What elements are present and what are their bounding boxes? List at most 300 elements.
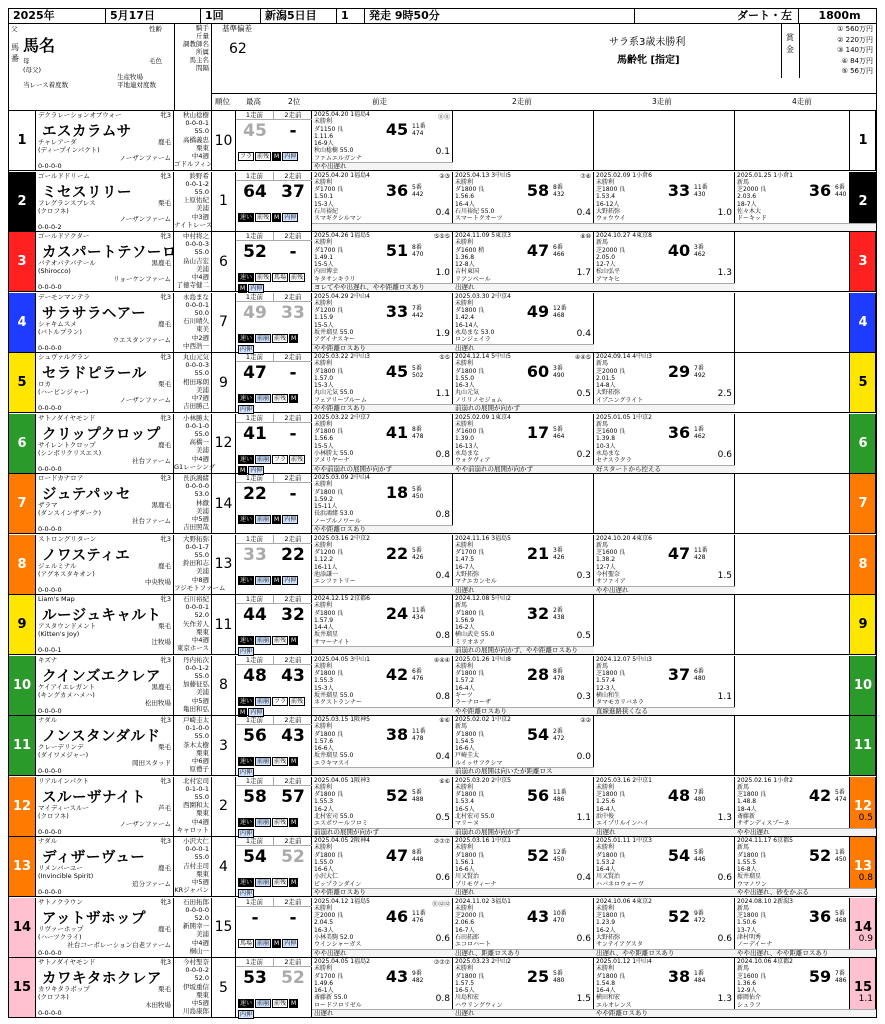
margin: 0.6 [576, 933, 591, 944]
second-score: 43 [281, 665, 305, 686]
tendency-badge: 内伸 [284, 939, 297, 947]
finish-field: 486 [835, 977, 847, 985]
finish-field: 1番 [694, 970, 704, 977]
jockey-info [174, 293, 212, 352]
carried-weight: 52.0 [194, 611, 209, 620]
horse-row [9, 111, 876, 171]
gate-number: 15 [9, 958, 36, 1017]
stable: 栗東 [196, 143, 209, 152]
race-info: ダ1800 良 [314, 367, 344, 375]
broodmare-sire: (アグネスタキオン) [38, 569, 95, 578]
race-info: シュラフ [737, 1001, 761, 1009]
speed-index: 17 [526, 422, 550, 442]
tendency-badges [238, 514, 310, 531]
gate-number-right: 5 [849, 353, 876, 412]
sire-name: シュヴァルグラン [38, 353, 90, 361]
finish-field: 1番 [694, 425, 704, 433]
jockey-record: 0-1-0-1 [185, 784, 209, 793]
jockey-record: 0-0-0-0 [185, 905, 209, 914]
previous-race-1 [312, 716, 453, 775]
race-class: 未勝利 [596, 783, 615, 791]
race-info: ダ1800 良 [455, 307, 485, 315]
tendency-badge: 内伸 [240, 345, 253, 353]
dam-name: フレグランスブレス [38, 198, 96, 207]
sire-name: キズナ [38, 655, 58, 664]
tendency-badge: 速い [240, 395, 253, 402]
race-venue: 新潟5日目 [261, 9, 337, 23]
dam-name: アスタウンドメント [38, 622, 97, 630]
margin: 0.9 [858, 933, 873, 944]
race-date-place: 2025.01.12 1中山4 [596, 958, 652, 965]
sex-age: 牝3 [160, 837, 171, 845]
previous-race-3 [594, 958, 735, 1017]
race-class: 未勝利 [314, 541, 333, 549]
margin: 0.6 [717, 873, 732, 883]
horse-name: スルーザナイト [42, 789, 146, 806]
breeder-name: 社台コーポレーション白老ファーム [67, 940, 171, 949]
finish-info [412, 849, 450, 864]
speed-index: 38 [667, 967, 691, 986]
margin: 0.8 [435, 994, 450, 1004]
race-info: 1.53.2 [596, 858, 616, 866]
finish-info [412, 184, 450, 199]
race-comment: 出遅れ [312, 1009, 453, 1017]
margin: 0.6 [435, 873, 450, 883]
finish-field: 5番 [412, 183, 422, 191]
margin: 0.0 [576, 752, 591, 762]
previous-race-4 [735, 898, 876, 957]
finish-info [412, 244, 450, 259]
jockey-record: 0-0-0-3 [185, 361, 209, 370]
tendency-badge: 速い [240, 697, 253, 705]
finish-field: 466 [553, 251, 565, 259]
finish-info [412, 607, 450, 622]
race-info: ダ1800 良 [455, 670, 485, 678]
max-score: 45 [243, 121, 267, 141]
race-info: ダ1700 良 [314, 246, 344, 254]
rank: 1 [212, 172, 236, 231]
margin: 1.9 [435, 328, 450, 339]
race-info: 2.01.5 [596, 374, 616, 382]
race-class: 新馬 [596, 541, 609, 549]
previous-race-2 [453, 535, 594, 594]
owner-name: 吉田勝己 [183, 402, 209, 411]
race-class: 未勝利 [314, 360, 333, 368]
jockey-name: 大野拓弥 [183, 534, 209, 543]
speed-index: 59 [808, 967, 832, 986]
sire-name: ゴールドアクター [38, 232, 90, 240]
sire-name: ロードカナロア [38, 474, 84, 482]
tendency-badge: 速い [240, 213, 253, 221]
race-class: 未勝利 [455, 541, 474, 549]
label-first-race: 1走前 [236, 474, 274, 483]
jockey-record: 0-0-0-1 [185, 119, 209, 128]
previous-race-4 [735, 716, 876, 775]
race-info: ダ1800 良 [455, 972, 485, 980]
race-info: 1.54.5 [455, 737, 475, 745]
race-date-place: 2024.12.07 5中山3 [596, 655, 652, 663]
stable: 美浦 [196, 930, 209, 939]
race-info: 北村宏司 55.0 [314, 812, 354, 820]
margin: 0.6 [717, 933, 732, 944]
race-info: ダ1800 良 [596, 851, 626, 859]
race-date-place: 2025.04.05 3中山1 [314, 655, 370, 663]
speed-index: 33 [385, 301, 409, 321]
second-score: 37 [281, 181, 305, 202]
coat-color: 鹿毛 [158, 864, 171, 872]
race-class: 新馬 [455, 723, 468, 731]
race-date-place: 2025.04.13 3中山5 [455, 171, 511, 179]
horse-name: セラドピラール [42, 366, 147, 382]
race-info: 12-7人 [596, 261, 616, 269]
carried-weight: 55.0 [194, 671, 209, 680]
race-info: 1.12.2 [314, 556, 334, 564]
race-info: サマーナイト [314, 638, 350, 646]
stable: 栗東 [196, 748, 209, 757]
finish-field: 7番 [412, 304, 422, 312]
race-info: ダ1800 良 [455, 851, 485, 859]
race-comment: 前崩れの展開が向かず [453, 404, 594, 412]
race-details [314, 293, 384, 344]
label-second-race: 2走前 [274, 777, 312, 786]
margin: 1.5 [576, 994, 591, 1004]
course-record: 0-0-0-2 [38, 222, 62, 231]
max-score: 44 [243, 605, 267, 625]
race-info: 芝2000 良 [455, 912, 485, 920]
race-info: 1.42.4 [455, 314, 475, 322]
label-second-race: 2走前 [274, 898, 312, 907]
race-info: 芝2000 良 [737, 186, 767, 194]
race-info: 丸山元気 [455, 389, 480, 397]
label-second-race: 2走前 [274, 172, 312, 181]
finish-field: 5番 [553, 425, 563, 433]
jockey-name: 秋山稔樹 [183, 111, 209, 119]
gate-number: 8 [9, 535, 36, 594]
score-box [236, 111, 312, 170]
race-details [596, 958, 666, 1009]
previous-race-3 [594, 898, 735, 957]
race-date-place: 2025.04.05 2阪神4 [314, 837, 370, 844]
base-value: 62 [229, 41, 247, 57]
race-date-place: 2025.01.11 1中京3 [596, 837, 652, 844]
speed-index: 51 [385, 241, 409, 260]
score-box [236, 232, 312, 291]
gate-number: 2 [9, 172, 36, 231]
previous-race-4 [735, 172, 876, 231]
label-first-race: 1走前 [236, 535, 274, 544]
max-score: 56 [243, 726, 267, 746]
race-info: 1.36.8 [455, 253, 475, 261]
gate-number: 4 [9, 293, 36, 352]
label-record: 当レース着度数 [23, 81, 69, 89]
margin: 0.8 [435, 691, 450, 702]
race-info: 芝1800 良 [737, 791, 767, 799]
race-class: 未勝利 [314, 420, 333, 428]
previous-race-4 [735, 232, 876, 291]
race-info: 1.55.5 [737, 858, 757, 866]
race-date-place: 2024.08.10 2新潟3 [737, 897, 793, 905]
finish-field: 2番 [553, 607, 563, 614]
race-date-place: 2025.03.20 2中京5 [455, 776, 511, 784]
coat-color: 鹿毛 [158, 319, 171, 328]
label-second-race: 2走前 [274, 111, 312, 120]
prize-list [799, 24, 876, 78]
label-first-race: 1走前 [236, 958, 274, 967]
previous-race-2 [453, 898, 594, 957]
previous-race-1 [312, 777, 453, 836]
race-details [314, 777, 384, 828]
previous-race-2 [453, 353, 594, 412]
previous-race-3 [594, 353, 735, 412]
speed-index: 32 [526, 604, 550, 623]
trainer-name: 新開幸一 [183, 922, 209, 931]
breeder-name: ウエスタンファーム [112, 335, 171, 344]
race-info: 芝1600 良 [596, 549, 626, 557]
race-details [737, 958, 807, 1009]
tendency-badge: M [291, 758, 297, 765]
jockey-name: 中村将之 [183, 232, 209, 240]
breeder-name: 辻牧場 [151, 638, 171, 646]
horse-row [9, 293, 876, 353]
prize-1: ① 560万円 [837, 25, 873, 33]
race-info: 藤岡佑介 [737, 994, 762, 1002]
race-header [9, 9, 876, 111]
course-record: 0-0-0-1 [38, 646, 62, 654]
finish-info [412, 547, 450, 562]
breeder-name: ノーザンファーム [119, 396, 171, 404]
trainer-name: 上原佑紀 [183, 196, 209, 205]
label-second-race: 2走前 [274, 958, 312, 967]
tendency-badges [238, 817, 310, 837]
finish-info [835, 789, 873, 804]
stable: 栗東 [196, 869, 209, 878]
race-details [314, 474, 384, 525]
finish-field: 476 [412, 916, 424, 924]
speed-index: 36 [808, 906, 832, 926]
race-class: 未勝利 [596, 904, 615, 912]
previous-race-1 [312, 474, 453, 533]
jockey-record: 0-0-0-0 [185, 482, 209, 491]
finish-field: 6番 [412, 667, 422, 675]
margin: 0.8 [858, 873, 873, 883]
race-class: 新馬 [596, 239, 609, 247]
race-details [596, 353, 666, 404]
finish-field: 7番 [694, 365, 704, 372]
race-class: 未勝利 [455, 662, 474, 670]
tendency-badge: 前残 [274, 637, 287, 644]
race-comment: やや距離ロスあり [312, 525, 453, 533]
margin: 1.0 [435, 268, 450, 278]
previous-race-3 [594, 111, 735, 170]
tendency-badge: M [274, 576, 280, 584]
race-class: サラ系3歳未勝利 [609, 37, 686, 48]
margin: 1.5 [717, 570, 732, 581]
race-details [314, 232, 384, 283]
race-class: 新馬 [596, 420, 609, 428]
tendency-badge: 内伸 [284, 516, 297, 523]
race-info: アゲイナスキー [314, 336, 356, 344]
margin: 1.1 [435, 389, 450, 399]
margin: 1.1 [576, 812, 591, 823]
previous-race-1 [312, 535, 453, 594]
finish-field: 6番 [694, 667, 704, 675]
finish-field: 476 [412, 674, 424, 682]
race-info: 石川裕紀 [314, 207, 339, 215]
race-info: 14-4人 [314, 624, 334, 632]
horse-row [9, 898, 876, 958]
race-round: 1回 [201, 9, 261, 23]
race-info: 16-8人 [737, 866, 757, 874]
speed-index: 54 [526, 725, 550, 744]
max-score: 22 [243, 484, 267, 504]
race-details [455, 172, 525, 223]
jockey-record: 0-0-1-7 [185, 542, 209, 551]
second-score: - [289, 423, 297, 444]
label-gate: 馬番 [11, 43, 19, 63]
finish-info [553, 184, 591, 199]
tendency-badge: 速い [240, 879, 253, 886]
race-info: 坂井瑠星 [314, 631, 339, 639]
jockey-name: 戸崎圭太 [183, 716, 209, 724]
race-class: 未勝利 [455, 965, 474, 973]
race-comment: やや出遅れ [735, 828, 876, 836]
interval: 中7週 [191, 394, 209, 403]
course-record: 0-0-0-0 [38, 525, 62, 533]
race-details [596, 777, 666, 828]
finish-field: 450 [412, 493, 424, 501]
horse-name: カワキタホクレア [42, 971, 162, 987]
finish-field: 430 [694, 190, 706, 198]
course-record: 0-0-0-0 [38, 464, 62, 473]
race-details [455, 535, 525, 586]
race-comment: やや出遅れ [312, 162, 453, 170]
horse-name: クインズエクレア [42, 668, 161, 685]
speed-index: 46 [385, 906, 409, 926]
max-score: 58 [243, 786, 267, 807]
race-info: ダ1800 良 [455, 367, 485, 375]
speed-index: 54 [667, 846, 691, 865]
finish-info [553, 849, 591, 864]
race-info: 坂井瑠星 55.0 [314, 328, 354, 336]
broodmare-sire: (ダンスインザダーク) [38, 509, 101, 517]
finish-field: 440 [835, 190, 847, 198]
finish-field: 2番 [553, 728, 563, 735]
margin: 0.5 [576, 389, 591, 399]
horse-info [36, 595, 174, 654]
race-info: 小林美駒 52.0 [314, 933, 354, 941]
score-box [236, 656, 312, 715]
gate-number-right: 15 [849, 958, 876, 1017]
previous-race-3 [594, 777, 735, 836]
race-info: セナスラクラ [596, 457, 632, 465]
finish-field: 472 [553, 735, 565, 743]
race-info: 16-4人 [455, 200, 475, 208]
race-date-place: 2025.04.05 1阪神3 [314, 776, 370, 784]
dam-name: シャキムスメ [38, 319, 77, 328]
finish-field: 8番 [553, 667, 563, 675]
race-info: ノリリノセジョム [455, 396, 503, 404]
race-info: 芝1800 良 [737, 912, 767, 920]
margin: 0.4 [435, 207, 450, 218]
race-info: 永島まな 53.0 [455, 328, 495, 336]
label-prev4: 4走前 [792, 97, 812, 106]
race-info: 斎藤新 [737, 812, 756, 820]
race-info: 津村明秀 [737, 933, 762, 941]
race-info: ダ1150 良 [314, 125, 344, 133]
race-info: エルオレンス [596, 1001, 632, 1009]
rank: 8 [212, 656, 236, 715]
previous-race-1 [312, 414, 453, 473]
race-details [596, 656, 666, 707]
score-box [236, 958, 312, 1017]
horse-info [36, 535, 174, 594]
margin: 0.8 [435, 449, 450, 460]
label-career: 平地連対度数 [117, 81, 156, 89]
race-info: ダ1800 良 [314, 428, 344, 436]
corner-positions: ⑤⑤⑤ [433, 233, 450, 240]
race-comment [735, 223, 876, 231]
tendency-badge: 内伸 [240, 890, 253, 897]
label-second: 2位 [288, 97, 301, 106]
second-score: 52 [281, 968, 305, 988]
finish-field: 11番 [412, 728, 426, 735]
horse-info [36, 656, 174, 715]
race-comment [735, 1009, 876, 1017]
race-info: 1.53.4 [455, 798, 475, 806]
prize-3: ③ 140万円 [837, 46, 873, 55]
finish-field: 3番 [694, 244, 704, 251]
label-first-race: 1走前 [236, 353, 274, 362]
finish-field: 7番 [835, 970, 845, 977]
speed-index: 33 [667, 180, 691, 200]
race-info: 1.38.2 [596, 556, 616, 564]
race-comment: やや出遅れ、やや距離ロスあり [735, 949, 876, 957]
jockey-record: 0-0-1-2 [185, 663, 209, 672]
race-date-place: 2025.03.16 2中京2 [314, 534, 370, 542]
race-info: ダ1800 良 [314, 851, 344, 859]
horse-name: カスパートテソーロ [42, 245, 177, 261]
tendency-badges [238, 635, 310, 655]
label-first-race: 1走前 [236, 595, 274, 604]
finish-field: 11番 [694, 183, 708, 191]
speed-index: 42 [385, 664, 409, 684]
gate-number: 12 [9, 777, 36, 836]
gate-number-right: 13 [849, 837, 876, 896]
jockey-info [174, 898, 212, 957]
jockey-name: 石田拓郎 [183, 897, 209, 906]
corner-positions: ⑤⑤ [439, 354, 450, 361]
race-date-place: 2024.11.17 6京都5 [737, 837, 793, 844]
jockey-name: 北村宏司 [183, 776, 209, 785]
carried-weight: 52.0 [194, 913, 209, 922]
race-info: 1.48.8 [737, 798, 757, 806]
race-details [455, 232, 525, 283]
race-comment [594, 404, 735, 412]
speed-index: 36 [385, 180, 409, 200]
finish-info [412, 365, 450, 380]
max-score: 52 [243, 242, 267, 262]
speed-index: 47 [667, 543, 691, 563]
race-comment: 好スタートから控える [594, 465, 735, 473]
sex-age: 牝3 [160, 111, 171, 119]
gate-number: 9 [9, 595, 36, 654]
prize-2: ② 220万円 [837, 35, 873, 44]
margin: 0.5 [435, 812, 450, 823]
coat-color: 栗毛 [158, 985, 171, 993]
race-info: 12-3人 [596, 684, 616, 692]
sire-name: ナダル [38, 837, 58, 845]
race-info: 1.56.1 [455, 858, 475, 866]
